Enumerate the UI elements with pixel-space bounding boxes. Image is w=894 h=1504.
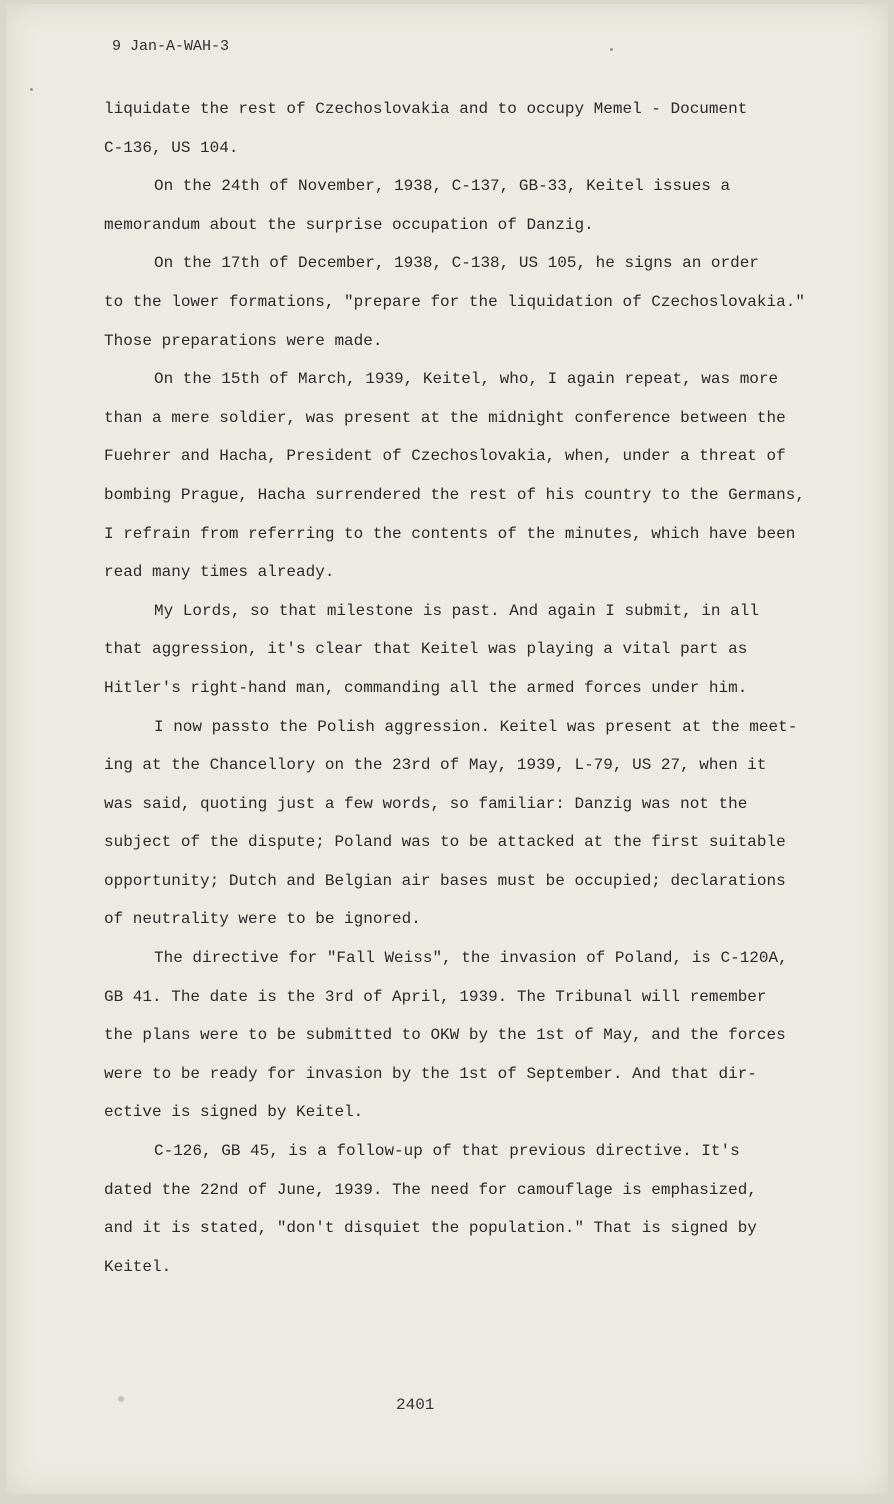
paper-speck [610,48,613,51]
text-line: bombing Prague, Hacha surrendered the rest of his country to the Germans, [104,485,805,504]
text-line: On the 17th of December, 1938, C-138, US 105, he signs an order [154,254,759,273]
text-line: than a mere soldier, was present at the midnight conference between the [104,408,786,427]
text-line: Those preparations were made. [104,331,383,350]
text-line: ing at the Chancellory on the 23rd of May, 1939, L-79, US 27, when it [104,756,767,775]
text-line: read many times already. [104,563,335,582]
text-line: was said, quoting just a few words, so familiar: Danzig was not the [104,794,748,813]
paragraph [104,1132,824,1286]
page-number: 2401 [396,1396,435,1414]
text-line: the plans were to be submitted to OKW by the 1st of May, and the forces [104,1026,786,1045]
text-line: The directive for "Fall Weiss", the invasion of Poland, is C-120A, [154,949,788,968]
paragraph [104,592,824,708]
paragraph [104,708,824,940]
text-line: that aggression, it's clear that Keitel was playing a vital part as [104,640,748,659]
text-line: to the lower formations, "prepare for the liquidation of Czechoslovakia." [104,292,805,311]
text-line: dated the 22nd of June, 1939. The need for camouflage is emphasized, [104,1180,757,1199]
document-reference: 9 Jan-A-WAH-3 [112,38,230,55]
transcript-body [104,90,824,1286]
text-line: My Lords, so that milestone is past. And again I submit, in all [154,601,759,620]
paragraph [104,360,824,592]
text-line: I refrain from referring to the contents of the minutes, which have been [104,524,796,543]
text-line: liquidate the rest of Czechoslovakia and to occupy Memel - Document [104,100,748,118]
document-page [6,4,888,1494]
paragraph [104,939,824,1132]
text-line: C-126, GB 45, is a follow-up of that previous directive. It's [154,1142,740,1161]
text-line: of neutrality were to be ignored. [104,910,421,929]
text-line: were to be ready for invasion by the 1st of September. And that dir- [104,1064,757,1083]
paper-speck [30,88,33,91]
text-line: subject of the dispute; Poland was to be attacked at the first suitable [104,833,786,852]
text-line: Hitler's right-hand man, commanding all the armed forces under him. [104,678,748,697]
text-line: I now passto the Polish aggression. Keitel was present at the meet- [154,717,798,736]
text-line: GB 41. The date is the 3rd of April, 1939. The Tribunal will remember [104,987,767,1006]
paragraph [104,244,824,360]
text-line: Fuehrer and Hacha, President of Czechoslovakia, when, under a threat of [104,447,786,466]
paragraph [104,90,824,167]
text-line: ective is signed by Keitel. [104,1103,364,1122]
paper-speck [118,1396,124,1402]
paragraph [104,167,824,244]
text-line: On the 24th of November, 1938, C-137, GB-33, Keitel issues a [154,177,731,196]
text-line: memorandum about the surprise occupation of Danzig. [104,215,594,234]
text-line: Keitel. [104,1257,172,1276]
text-line: and it is stated, "don't disquiet the population." That is signed by [104,1219,757,1238]
text-line: opportunity; Dutch and Belgian air bases must be occupied; declarations [104,871,786,890]
text-line: On the 15th of March, 1939, Keitel, who, I again repeat, was more [154,370,779,389]
text-line: C-136, US 104. [104,138,239,157]
